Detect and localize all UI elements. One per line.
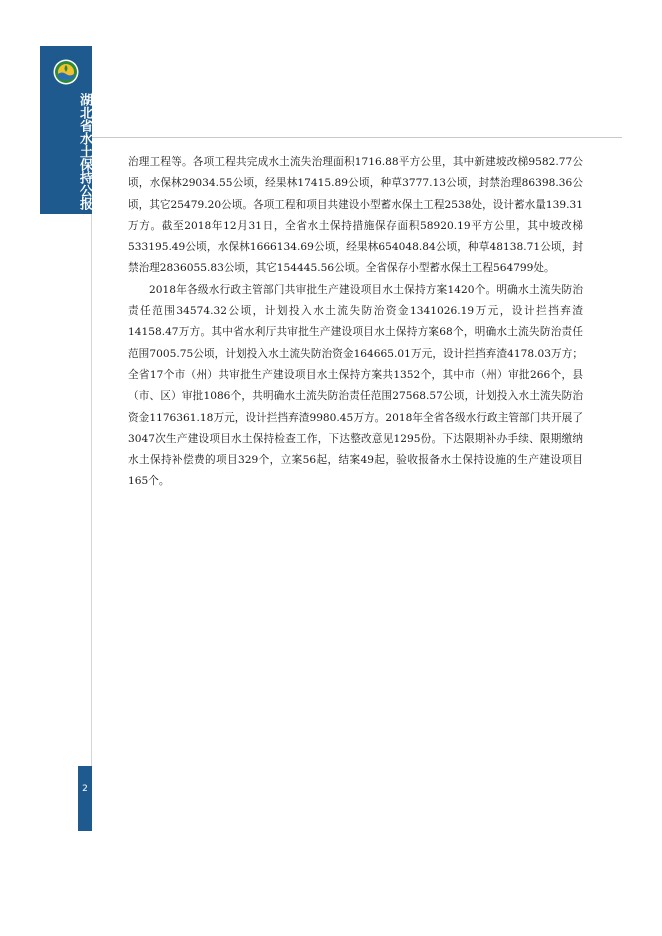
header-divider bbox=[92, 137, 622, 138]
body-text bbox=[128, 152, 583, 493]
side-title-tab bbox=[40, 46, 92, 214]
page-number-tab bbox=[78, 766, 92, 831]
paragraph: 2018年各级水行政主管部门共审批生产建设项目水土保持方案1420个。明确水土流失防治责任范围34574.32公顷，计划投入水土流失防治资金1341026.19万元，设计拦挡弃渣14158.47万方。其中省水利厅共审批生产建设项目水土保持方案68个，明确水土流失防治责任范围7005.75公顷，计划投入水土流失防治资金164665.01万元，设计拦挡弃渣4178.03万方；全省17个市（州）共审批生产建设项目水土保持方案共1352个，其中市（州）审批266个，县（市、区）审批1086个，共明确水土流失防治责任范围27568.57公顷，计划投入水土流失防治资金1176361.18万元，设计拦挡弃渣9980.45万方。2018年全省各级水行政主管部门共开展了3047次生产建设项目水土保持检查工作，下达整改意见1295份。下达限期补办手续、限期缴纳水土保持补偿费的项目329个，立案56起，结案49起，验收报备水土保持设施的生产建设项目165个。 bbox=[128, 283, 583, 488]
paragraph: 治理工程等。各项工程共完成水土流失治理面积1716.88平方公里，其中新建坡改梯9582.77公顷，水保林29034.55公顷，经果林17415.89公顷，种草3777.13公顷，封禁治理86398.36公顷，其它25479.20公顷。各项工程和项目共建设小型蓄水保土工程2538处，设计蓄水量139.31万方。截至2018年12月31日，全省水土保持措施保存面积58920.19平方公里，其中坡改梯533195.49公顷，水保林1666134.69公顷，经果林654048.84公顷，种草48138.71公顷，封禁治理2836055.83公顷，其它154445.56公顷。全省保存小型蓄水保土工程564799处。 bbox=[128, 156, 583, 275]
page-number: 2 bbox=[82, 784, 88, 794]
publication-title: 湖北省水土保持公报 bbox=[77, 93, 92, 210]
water-soil-conservation-emblem-icon bbox=[53, 59, 79, 85]
side-divider bbox=[91, 214, 92, 766]
